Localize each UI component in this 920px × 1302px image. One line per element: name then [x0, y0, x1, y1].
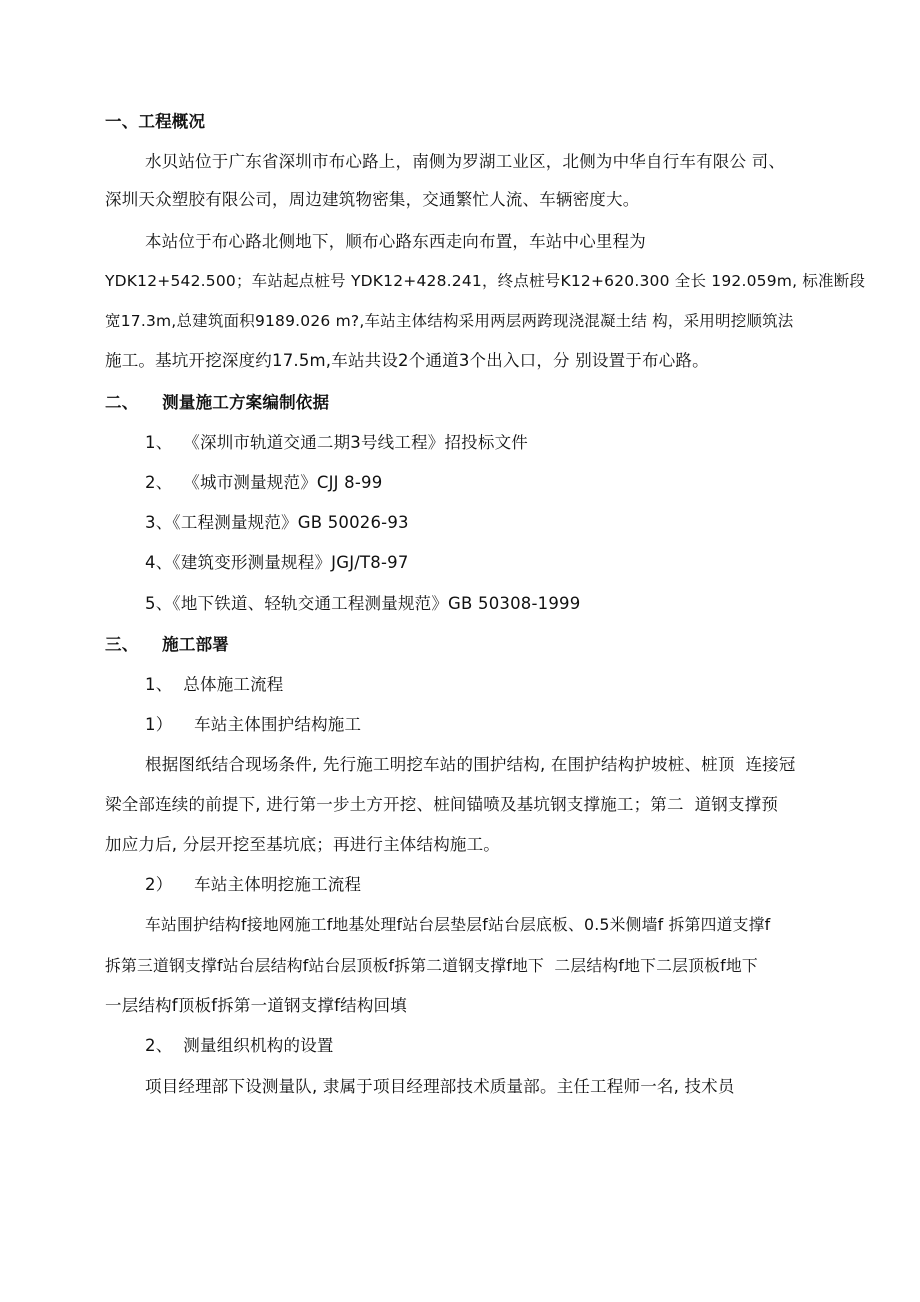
paragraph-4-line-2: 拆第三道钢支撑f站台层结构f站台层顶板f拆第二道钢支撑f地下 二层结构f地下二层顶板f地下 [105, 956, 758, 975]
section-3-heading: 三、 施工部署 [105, 635, 229, 654]
paragraph-4-line-1: 车站围护结构f接地网施工f地基处理f站台层垫层f站台层底板、0.5米侧墙f 拆第四道支撑f [145, 915, 771, 934]
section-1-paragraph-2-line-2: YDK12+542.500；车站起点桩号 YDK12+428.241，终点桩号K12+620.300 全长 192.059m, 标准断段 [105, 272, 866, 290]
section-1-paragraph-1-line-2: 深圳天众塑胶有限公司，周边建筑物密集，交通繁忙人流、车辆密度大。 [105, 190, 640, 209]
section-1-paragraph-2-line-4: 施工。基坑开挖深度约17.5m,车站共设2个通道3个出入口，分 别设置于布心路。 [105, 351, 709, 370]
section-1-paragraph-2-line-3: 宽17.3m,总建筑面积9189.026 m?,车站主体结构采用两层两跨现浇混凝土结 构，采用明挖顺筑法 [105, 312, 794, 330]
reference-item: 4、《建筑变形测量规程》JGJ/T8-97 [145, 553, 409, 572]
paragraph-3-line-1: 根据图纸结合现场条件, 先行施工明挖车站的围护结构, 在围护结构护坡桩、桩顶 连接冠 [145, 755, 796, 774]
subsection-1-1-title: 1） 车站主体围护结构施工 [145, 715, 362, 734]
paragraph-3-line-2: 梁全部连续的前提下, 进行第一步土方开挖、桩间锚喷及基坑钢支撑施工；第二 道钢支撑预 [105, 795, 779, 814]
reference-item: 1、 《深圳市轨道交通二期3号线工程》招投标文件 [145, 433, 528, 452]
section-1-paragraph-1-line-1: 水贝站位于广东省深圳市布心路上，南侧为罗湖工业区，北侧为中华自行车有限公 司、 [145, 152, 786, 171]
paragraph-5-line-1: 项目经理部下设测量队, 隶属于项目经理部技术质量部。主任工程师一名, 技术员 [145, 1077, 735, 1096]
section-1-heading: 一、工程概况 [105, 112, 206, 131]
section-2-heading: 二、 测量施工方案编制依据 [105, 393, 330, 412]
reference-item: 5、《地下铁道、轻轨交通工程测量规范》GB 50308-1999 [145, 594, 581, 613]
reference-item: 3、《工程测量规范》GB 50026-93 [145, 513, 409, 532]
reference-item: 2、 《城市测量规范》CJJ 8-99 [145, 473, 383, 492]
subsection-1-title: 1、 总体施工流程 [145, 675, 284, 694]
subsection-2-title: 2、 测量组织机构的设置 [145, 1036, 334, 1055]
subsection-1-2-title: 2） 车站主体明挖施工流程 [145, 875, 362, 894]
paragraph-3-line-3: 加应力后, 分层开挖至基坑底；再进行主体结构施工。 [105, 835, 500, 854]
paragraph-4-line-3: 一层结构f顶板f拆第一道钢支撑f结构回填 [105, 996, 407, 1015]
section-1-paragraph-2-line-1: 本站位于布心路北侧地下，顺布心路东西走向布置，车站中心里程为 [145, 232, 646, 251]
